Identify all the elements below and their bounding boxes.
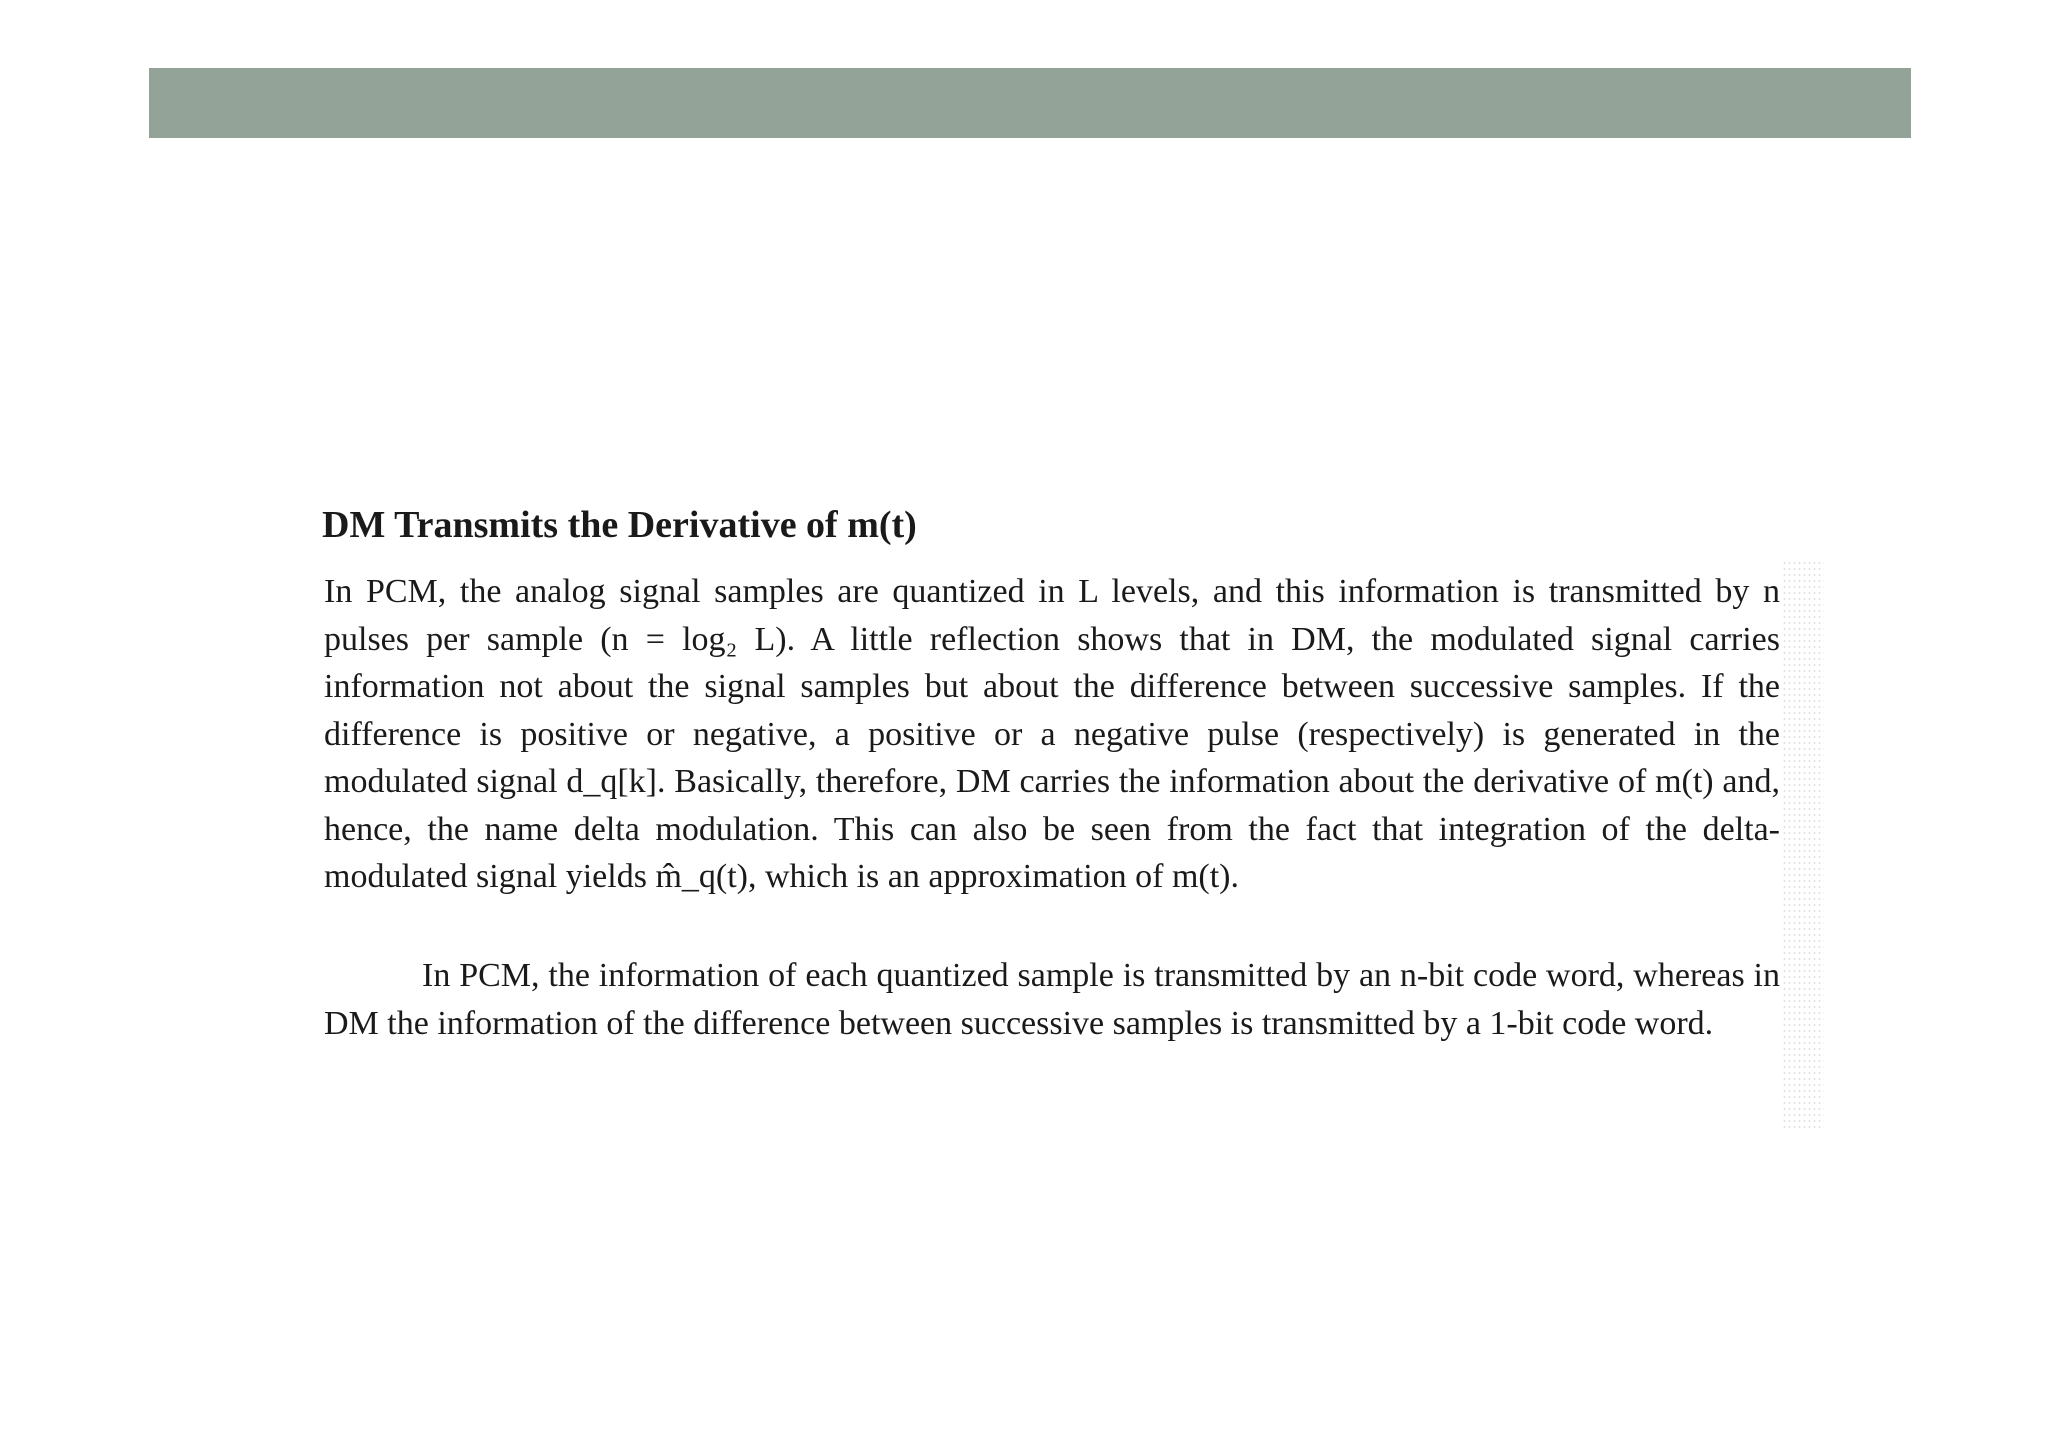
paragraph-1: In PCM, the analog signal samples are quantized in L levels, and this information is transmitted by n pulses per sample (n = log₂ L). A little reflection shows that in DM, the modulated signal carries information not about the signal samples but about the difference between successive samples. If the difference is positive or negative, a positive or a negative pulse (respectively) is generated in the modulated signal d_q[k]. Basically, therefore, DM carries the information about the derivative of m(t) and, hence, the name delta modulation. This can also be seen from the fact that integration of the delta-modulated signal yields m̂_q(t), which is an approximation of m(t). [324, 573, 1780, 895]
paragraph-2-text: In PCM, the information of each quantized sample is transmitted by an n-bit code word, whereas in DM the information of the difference between successive samples is transmitted by a 1-bit code word. [324, 957, 1780, 1042]
cut-off-heading-text: DM Transmits the Derivative of m(t) [322, 504, 917, 546]
cut-off-heading [322, 504, 917, 546]
scanned-text-excerpt [318, 504, 1824, 1134]
slide-title-bar [149, 68, 1911, 138]
scan-edge-noise [1782, 560, 1824, 1132]
paragraph-2 [324, 952, 1780, 1047]
